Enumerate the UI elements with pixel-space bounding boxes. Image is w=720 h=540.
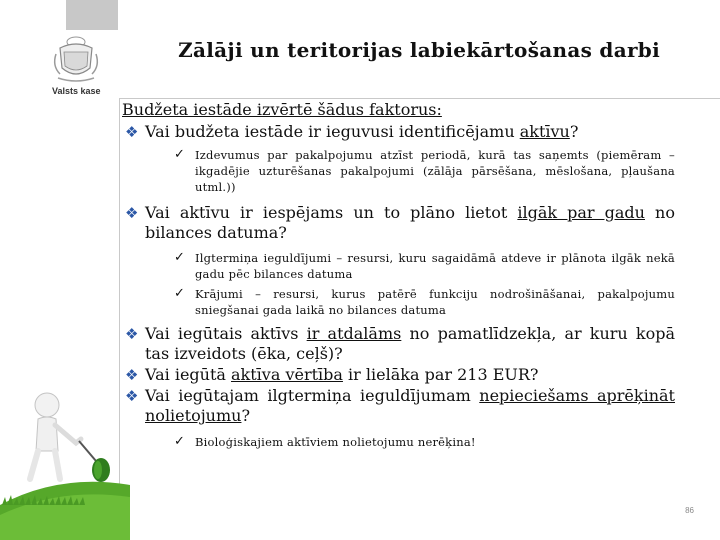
question-2: ❖ Vai aktīvu ir iespējams un to plāno lietot ilgāk par gadu no bilances datuma? — [125, 203, 675, 242]
question-1: ❖ Vai budžeta iestāde ir ieguvusi identificējamu aktīvu? — [125, 122, 579, 141]
checkmark-bullet-icon: ✓ — [174, 250, 186, 265]
lead-text: Budžeta iestāde izvērtē šādus faktorus: — [122, 100, 442, 119]
page-title: Zālāji un teritorijas labiekārtošanas darbi — [178, 38, 660, 62]
checkmark-bullet-icon: ✓ — [174, 286, 186, 301]
question-5-note: ✓ Bioloģiskajiem aktīviem nolietojumu nerēķina! — [174, 434, 476, 449]
question-5: ❖ Vai iegūtajam ilgtermiņa ieguldījumam nepieciešams aprēķināt nolietojumu? — [125, 386, 675, 425]
question-2-note-2: ✓ Krājumi – resursi, kurus patērē funkciju nodrošināšanai, pakalpojumu sniegšanai gada laikā no bilances datuma — [174, 286, 675, 317]
diamond-bullet-icon: ❖ — [125, 366, 139, 384]
slide-content — [122, 100, 675, 450]
diamond-bullet-icon: ❖ — [125, 204, 139, 222]
question-4: ❖ Vai iegūtā aktīva vērtība ir lielāka par 213 EUR? — [125, 365, 539, 384]
diamond-bullet-icon: ❖ — [125, 325, 139, 343]
logo-text: Valsts kase — [52, 86, 101, 96]
question-1-note: ✓ Izdevumus par pakalpojumu atzīst periodā, kurā tas saņemts (piemēram – ikgadējie uzturēšanas pakalpojumi (zālāja pārsēšana, mēslošana, pļaušana utml.)) — [174, 147, 675, 194]
divider-horizontal — [119, 98, 720, 99]
checkmark-bullet-icon: ✓ — [174, 147, 186, 162]
question-3: ❖ Vai iegūtais aktīvs ir atdalāms no pamatlīdzekļa, ar kuru kopā tas izveidots (ēka, ceļš)? — [125, 324, 675, 363]
diamond-bullet-icon: ❖ — [125, 387, 139, 405]
lawn-roller-figure-icon — [0, 355, 130, 540]
logo-color-bar — [66, 0, 118, 30]
checkmark-bullet-icon: ✓ — [174, 434, 186, 449]
question-2-note-1: ✓ Ilgtermiņa ieguldījumi – resursi, kuru sagaidāmā atdeve ir plānota ilgāk nekā gadu pēc bilances datuma — [174, 250, 675, 281]
page-number: 86 — [685, 506, 694, 515]
diamond-bullet-icon: ❖ — [125, 123, 139, 141]
